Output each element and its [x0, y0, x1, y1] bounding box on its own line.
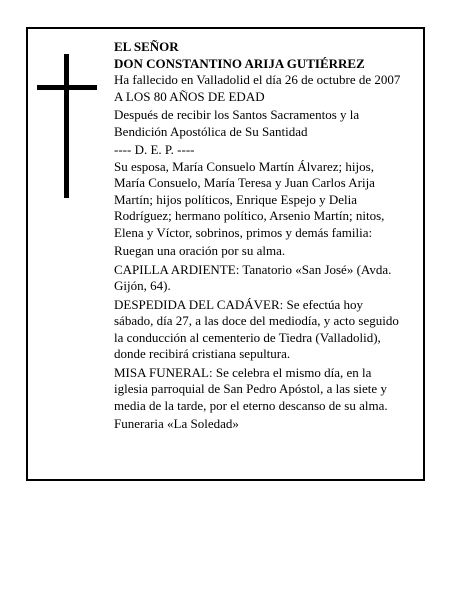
- chapel-line: Gijón, 64).: [114, 278, 171, 293]
- farewell-line: donde recibirá cristiana sepultura.: [114, 346, 291, 361]
- cross-horizontal-bar: [37, 85, 97, 90]
- family-line: Rodríguez; hermano político, Arsenio Martín; nitos,: [114, 208, 385, 223]
- funeral-home: Funeraria «La Soledad»: [114, 416, 239, 431]
- prayer-line: Ruegan una oración por su alma.: [114, 243, 286, 258]
- obituary-text: [114, 39, 416, 433]
- sacraments-paragraph: [114, 107, 416, 140]
- farewell-paragraph: [114, 297, 416, 363]
- sacraments-line: Bendición Apostólica de Su Santidad: [114, 123, 308, 139]
- family-paragraph: [114, 159, 416, 242]
- mass-line: MISA FUNERAL: Se celebra el mismo día, en la: [114, 364, 372, 380]
- mass-line: media de la tarde, por el eterno descanso de su alma.: [114, 397, 388, 413]
- mass-line: iglesia parroquial de San Pedro Apóstol, a las siete y: [114, 381, 387, 396]
- farewell-line: sábado, día 27, a las doce del mediodía, y acto seguido: [114, 313, 399, 328]
- death-line: Ha fallecido en Valladolid el día 26 de octubre de 2007: [114, 72, 401, 87]
- family-line: María Consuelo, María Teresa y Juan Carlos Arija: [114, 175, 375, 190]
- chapel-line: CAPILLA ARDIENTE: Tanatorio «San José» (Avda.: [114, 261, 392, 277]
- latin-cross-icon: [37, 54, 97, 198]
- sacraments-line: Después de recibir los Santos Sacramentos y la: [114, 107, 360, 122]
- cross-vertical-bar: [64, 54, 69, 198]
- age-line: A LOS 80 AÑOS DE EDAD: [114, 88, 265, 104]
- farewell-line: DESPEDIDA DEL CADÁVER: Se efectúa hoy: [114, 296, 364, 312]
- family-line: Elena y Víctor, sobrinos, primos y demás familia:: [114, 224, 373, 240]
- family-line: Su esposa, María Consuelo Martín Álvarez; hijos,: [114, 158, 374, 174]
- title-line: EL SEÑOR: [114, 39, 179, 54]
- deceased-name: DON CONSTANTINO ARIJA GUTIÉRREZ: [114, 55, 365, 71]
- rip-line: ---- D. E. P. ----: [114, 142, 195, 157]
- family-line: Martín; hijos políticos, Enrique Espejo y Delia: [114, 191, 357, 207]
- farewell-line: la conducción al cementerio de Tiedra (Valladolid),: [114, 329, 381, 345]
- chapel-paragraph: [114, 262, 416, 295]
- mass-paragraph: [114, 365, 416, 415]
